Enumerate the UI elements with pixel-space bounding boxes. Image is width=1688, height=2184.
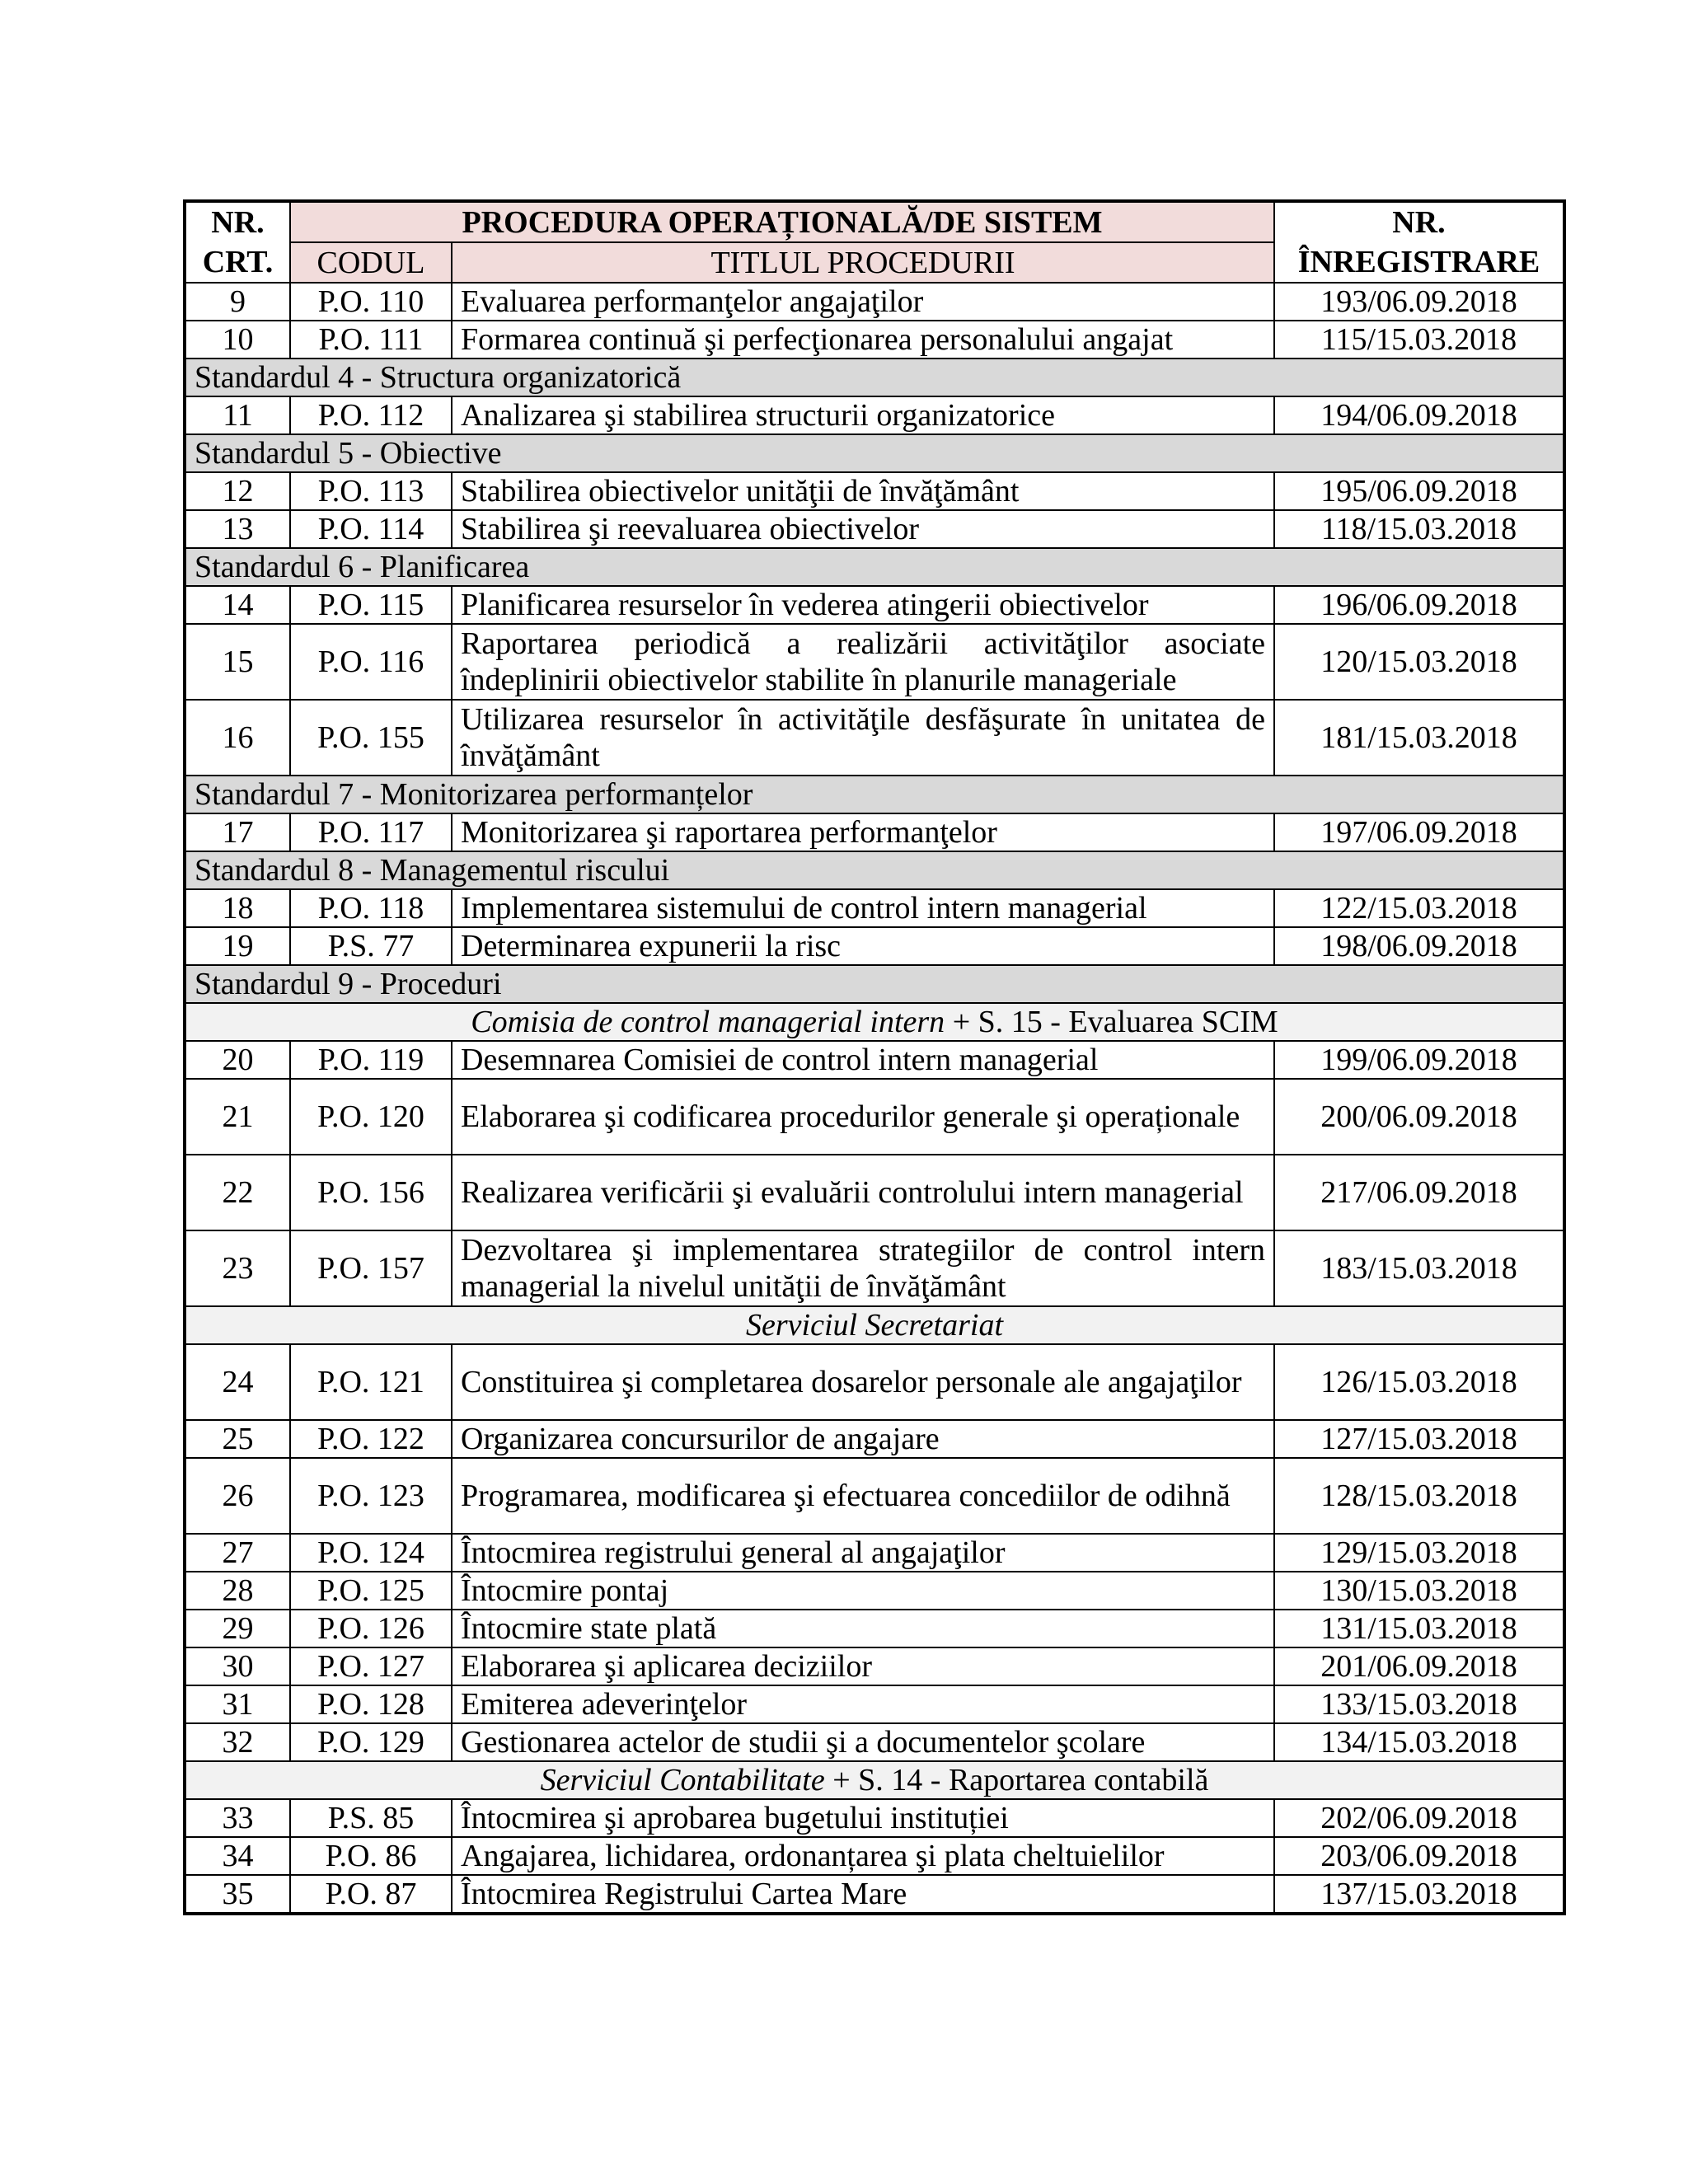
row-registration: 133/15.03.2018 <box>1274 1685 1564 1723</box>
section-row <box>185 1761 1564 1799</box>
row-title: Întocmire state plată <box>452 1610 1274 1647</box>
row-code: P.O. 121 <box>290 1344 452 1420</box>
row-title: Întocmirea şi aprobarea bugetului instituției <box>452 1799 1274 1837</box>
row-nr: 34 <box>185 1837 290 1875</box>
row-code: P.O. 128 <box>290 1685 452 1723</box>
row-registration: 183/15.03.2018 <box>1274 1230 1564 1306</box>
row-code: P.O. 111 <box>290 321 452 359</box>
header-nr-inregistrare: NR. ÎNREGISTRARE <box>1274 201 1564 283</box>
row-nr: 35 <box>185 1875 290 1914</box>
row-nr: 26 <box>185 1458 290 1534</box>
row-title: Întocmirea Registrului Cartea Mare <box>452 1875 1274 1914</box>
row-registration: 120/15.03.2018 <box>1274 624 1564 700</box>
table-row <box>185 283 1564 321</box>
row-code: P.O. 115 <box>290 586 452 624</box>
standard-row <box>185 776 1564 813</box>
row-title: Utilizarea resurselor în activităţile desfăşurate în unitatea de învăţământ <box>452 700 1274 776</box>
row-title: Întocmire pontaj <box>452 1572 1274 1610</box>
row-registration: 198/06.09.2018 <box>1274 927 1564 965</box>
row-nr: 10 <box>185 321 290 359</box>
row-code: P.O. 116 <box>290 624 452 700</box>
table-row <box>185 1723 1564 1761</box>
row-nr: 23 <box>185 1230 290 1306</box>
row-nr: 33 <box>185 1799 290 1837</box>
row-nr: 17 <box>185 813 290 851</box>
section-heading-italic: Serviciul Secretariat <box>746 1308 1003 1343</box>
row-registration: 197/06.09.2018 <box>1274 813 1564 851</box>
row-registration: 181/15.03.2018 <box>1274 700 1564 776</box>
standard-row <box>185 434 1564 472</box>
row-title: Emiterea adeverinţelor <box>452 1685 1274 1723</box>
row-code: P.O. 112 <box>290 396 452 434</box>
row-title: Desemnarea Comisiei de control intern managerial <box>452 1041 1274 1079</box>
row-registration: 130/15.03.2018 <box>1274 1572 1564 1610</box>
table-row <box>185 1230 1564 1306</box>
standard-heading: Standardul 9 - Proceduri <box>185 965 1564 1003</box>
table-row <box>185 1534 1564 1572</box>
row-registration: 115/15.03.2018 <box>1274 321 1564 359</box>
section-heading <box>185 1003 1564 1041</box>
row-registration: 202/06.09.2018 <box>1274 1799 1564 1837</box>
row-title: Programarea, modificarea şi efectuarea concediilor de odihnă <box>452 1458 1274 1534</box>
row-title: Implementarea sistemului de control intern managerial <box>452 889 1274 927</box>
row-nr: 28 <box>185 1572 290 1610</box>
table-row <box>185 1875 1564 1914</box>
section-heading <box>185 1761 1564 1799</box>
table-row <box>185 586 1564 624</box>
table-row <box>185 1344 1564 1420</box>
row-registration: 127/15.03.2018 <box>1274 1420 1564 1458</box>
standard-row <box>185 851 1564 889</box>
row-code: P.O. 126 <box>290 1610 452 1647</box>
row-title: Gestionarea actelor de studii şi a documentelor şcolare <box>452 1723 1274 1761</box>
row-code: P.O. 119 <box>290 1041 452 1079</box>
standard-row <box>185 548 1564 586</box>
table-row <box>185 1079 1564 1155</box>
row-registration: 126/15.03.2018 <box>1274 1344 1564 1420</box>
row-registration: 195/06.09.2018 <box>1274 472 1564 510</box>
table-row <box>185 1420 1564 1458</box>
row-nr: 21 <box>185 1079 290 1155</box>
header-procedure-group: PROCEDURA OPERAȚIONALĂ/DE SISTEM <box>290 201 1274 242</box>
row-code: P.O. 157 <box>290 1230 452 1306</box>
row-nr: 24 <box>185 1344 290 1420</box>
table-row <box>185 889 1564 927</box>
row-code: P.O. 86 <box>290 1837 452 1875</box>
row-registration: 137/15.03.2018 <box>1274 1875 1564 1914</box>
row-title: Realizarea verificării şi evaluării controlului intern managerial <box>452 1155 1274 1230</box>
row-registration: 193/06.09.2018 <box>1274 283 1564 321</box>
standard-heading: Standardul 7 - Monitorizarea performanțelor <box>185 776 1564 813</box>
row-code: P.O. 114 <box>290 510 452 548</box>
row-title: Stabilirea şi reevaluarea obiectivelor <box>452 510 1274 548</box>
row-nr: 14 <box>185 586 290 624</box>
row-nr: 25 <box>185 1420 290 1458</box>
row-registration: 131/15.03.2018 <box>1274 1610 1564 1647</box>
row-nr: 9 <box>185 283 290 321</box>
row-nr: 16 <box>185 700 290 776</box>
procedures-table <box>183 199 1566 1915</box>
row-registration: 200/06.09.2018 <box>1274 1079 1564 1155</box>
table-row <box>185 472 1564 510</box>
row-title: Analizarea şi stabilirea structurii organizatorice <box>452 396 1274 434</box>
header-codul: CODUL <box>290 242 452 283</box>
row-nr: 15 <box>185 624 290 700</box>
section-row <box>185 1003 1564 1041</box>
row-code: P.O. 125 <box>290 1572 452 1610</box>
row-title: Raportarea periodică a realizării activităţilor asociate îndeplinirii obiectivelor stabilite în planurile manageriale <box>452 624 1274 700</box>
row-registration: 122/15.03.2018 <box>1274 889 1564 927</box>
row-code: P.O. 127 <box>290 1647 452 1685</box>
table-row <box>185 321 1564 359</box>
section-heading-italic: Serviciul Contabilitate <box>540 1763 825 1797</box>
row-nr: 20 <box>185 1041 290 1079</box>
table-row <box>185 1458 1564 1534</box>
section-heading <box>185 1306 1564 1344</box>
row-title: Monitorizarea şi raportarea performanţelor <box>452 813 1274 851</box>
row-registration: 128/15.03.2018 <box>1274 1458 1564 1534</box>
row-code: P.O. 118 <box>290 889 452 927</box>
row-registration: 217/06.09.2018 <box>1274 1155 1564 1230</box>
row-registration: 201/06.09.2018 <box>1274 1647 1564 1685</box>
row-nr: 13 <box>185 510 290 548</box>
table-header <box>185 201 1564 283</box>
section-row <box>185 1306 1564 1344</box>
row-nr: 32 <box>185 1723 290 1761</box>
row-title: Elaborarea şi codificarea procedurilor generale şi operaționale <box>452 1079 1274 1155</box>
section-heading-rest: + S. 14 - Raportarea contabilă <box>824 1763 1209 1797</box>
standard-heading: Standardul 8 - Managementul riscului <box>185 851 1564 889</box>
table-row <box>185 1155 1564 1230</box>
row-code: P.O. 156 <box>290 1155 452 1230</box>
row-code: P.O. 117 <box>290 813 452 851</box>
row-code: P.S. 85 <box>290 1799 452 1837</box>
row-registration: 118/15.03.2018 <box>1274 510 1564 548</box>
table-row <box>185 1685 1564 1723</box>
section-heading-italic: Comisia de control managerial intern <box>471 1005 945 1039</box>
row-nr: 11 <box>185 396 290 434</box>
row-title: Elaborarea şi aplicarea deciziilor <box>452 1647 1274 1685</box>
row-nr: 22 <box>185 1155 290 1230</box>
standard-row <box>185 359 1564 396</box>
row-registration: 194/06.09.2018 <box>1274 396 1564 434</box>
table-row <box>185 813 1564 851</box>
row-code: P.S. 77 <box>290 927 452 965</box>
row-title: Evaluarea performanţelor angajaţilor <box>452 283 1274 321</box>
table-body <box>185 283 1564 1914</box>
header-nr-crt: NR. CRT. <box>185 201 290 283</box>
row-code: P.O. 113 <box>290 472 452 510</box>
table-row <box>185 927 1564 965</box>
standard-heading: Standardul 4 - Structura organizatorică <box>185 359 1564 396</box>
header-titlul: TITLUL PROCEDURII <box>452 242 1274 283</box>
table-row <box>185 1041 1564 1079</box>
row-title: Dezvoltarea şi implementarea strategiilor de control intern managerial la nivelul unităţii de învăţământ <box>452 1230 1274 1306</box>
standard-heading: Standardul 5 - Obiective <box>185 434 1564 472</box>
row-registration: 196/06.09.2018 <box>1274 586 1564 624</box>
row-title: Determinarea expunerii la risc <box>452 927 1274 965</box>
table-row <box>185 1610 1564 1647</box>
row-code: P.O. 122 <box>290 1420 452 1458</box>
standard-heading: Standardul 6 - Planificarea <box>185 548 1564 586</box>
row-code: P.O. 110 <box>290 283 452 321</box>
row-nr: 12 <box>185 472 290 510</box>
table-row <box>185 1799 1564 1837</box>
row-registration: 203/06.09.2018 <box>1274 1837 1564 1875</box>
row-code: P.O. 155 <box>290 700 452 776</box>
row-nr: 19 <box>185 927 290 965</box>
table-row <box>185 624 1564 700</box>
row-title: Formarea continuă şi perfecţionarea personalului angajat <box>452 321 1274 359</box>
row-code: P.O. 129 <box>290 1723 452 1761</box>
table-row <box>185 1572 1564 1610</box>
row-code: P.O. 87 <box>290 1875 452 1914</box>
row-nr: 30 <box>185 1647 290 1685</box>
table-row <box>185 1837 1564 1875</box>
row-title: Stabilirea obiectivelor unităţii de învăţământ <box>452 472 1274 510</box>
row-title: Întocmirea registrului general al angajaţilor <box>452 1534 1274 1572</box>
table-row <box>185 700 1564 776</box>
row-nr: 18 <box>185 889 290 927</box>
section-heading-rest: + S. 15 - Evaluarea SCIM <box>945 1005 1278 1039</box>
row-nr: 29 <box>185 1610 290 1647</box>
row-title: Constituirea şi completarea dosarelor personale ale angajaţilor <box>452 1344 1274 1420</box>
row-title: Planificarea resurselor în vederea atingerii obiectivelor <box>452 586 1274 624</box>
row-title: Organizarea concursurilor de angajare <box>452 1420 1274 1458</box>
row-title: Angajarea, lichidarea, ordonanțarea şi plata cheltuielilor <box>452 1837 1274 1875</box>
row-registration: 199/06.09.2018 <box>1274 1041 1564 1079</box>
standard-row <box>185 965 1564 1003</box>
row-code: P.O. 123 <box>290 1458 452 1534</box>
table-row <box>185 1647 1564 1685</box>
row-code: P.O. 120 <box>290 1079 452 1155</box>
row-nr: 31 <box>185 1685 290 1723</box>
table-row <box>185 510 1564 548</box>
row-code: P.O. 124 <box>290 1534 452 1572</box>
row-registration: 134/15.03.2018 <box>1274 1723 1564 1761</box>
table-row <box>185 396 1564 434</box>
row-nr: 27 <box>185 1534 290 1572</box>
row-registration: 129/15.03.2018 <box>1274 1534 1564 1572</box>
